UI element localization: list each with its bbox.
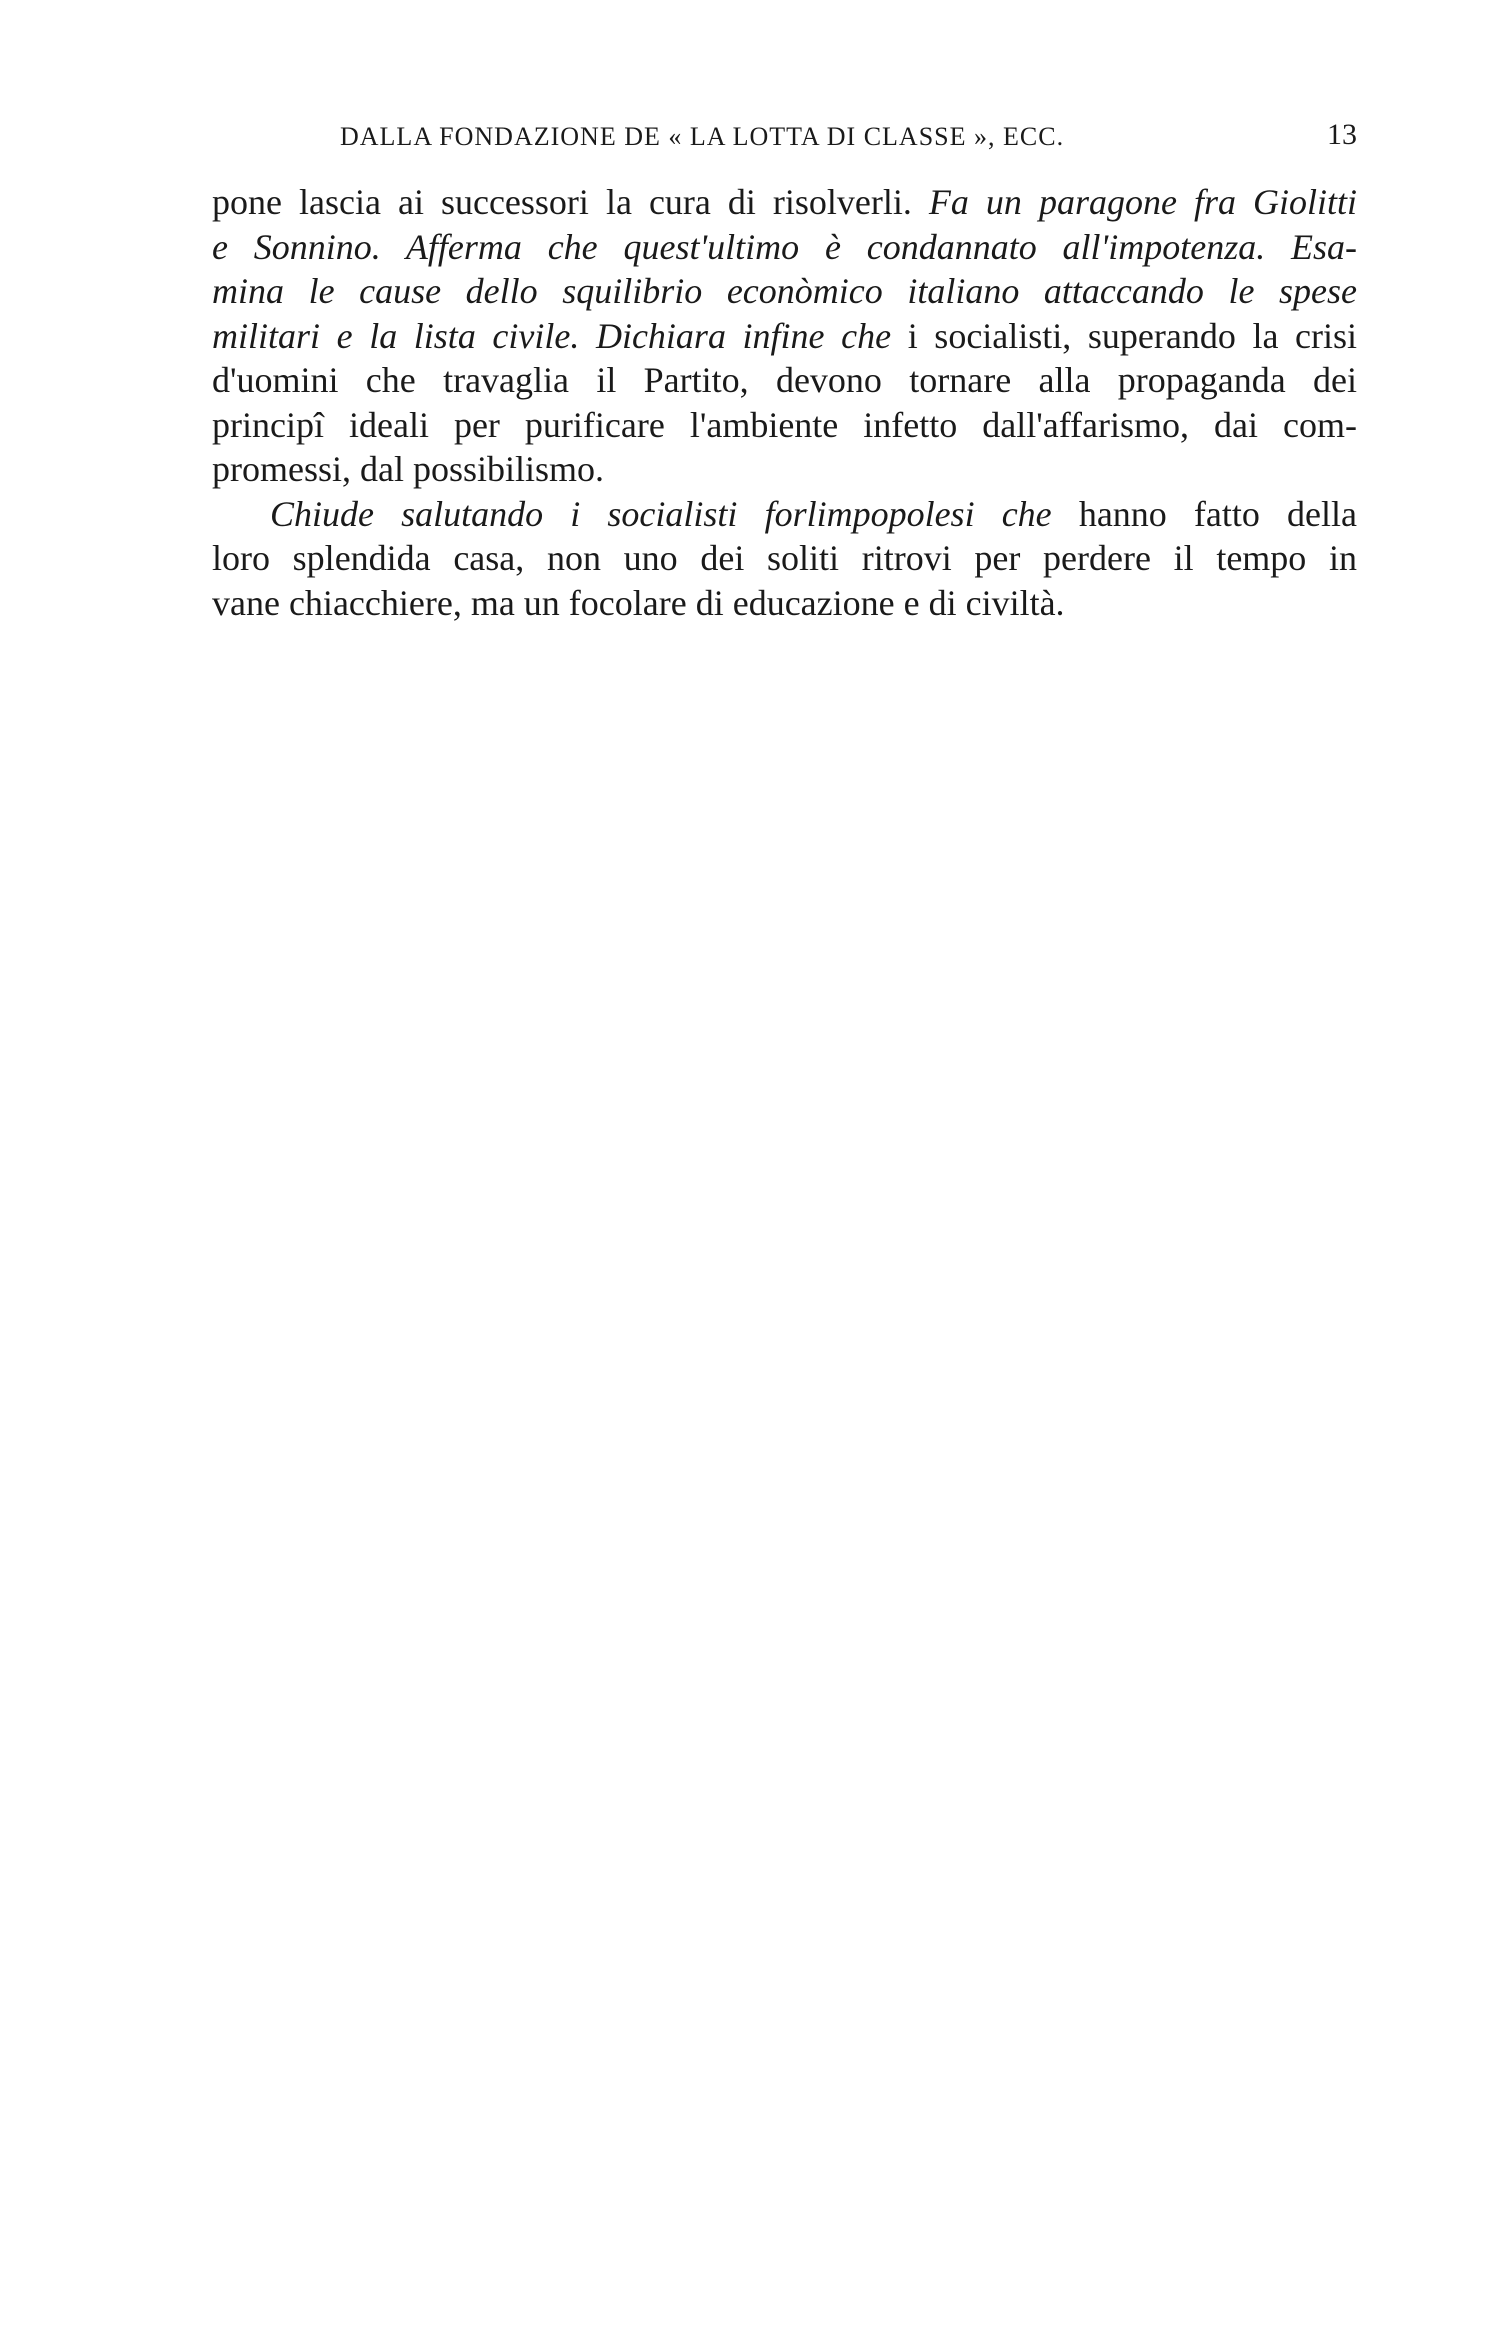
text-line [212, 314, 1357, 359]
paragraph-1 [212, 180, 1357, 492]
text-span: pone lascia ai successori la cura di risolverli. [212, 182, 929, 222]
text-line: d'uomini che travaglia il Partito, devono tornare alla propaganda dei [212, 360, 1357, 400]
text-line: e Sonnino. Afferma che quest'ultimo è condannato all'impotenza. Esa- [212, 226, 1357, 267]
text-line [212, 492, 1357, 537]
text-line: principî ideali per purificare l'ambiente infetto dall'affarismo, dai com- [212, 404, 1357, 445]
text-span: hanno fatto della [1078, 493, 1357, 534]
text-line: loro splendida casa, non uno dei soliti ritrovi per perdere il tempo in [212, 538, 1357, 578]
running-head: DALLA FONDAZIONE DE « LA LOTTA DI CLASSE », ECC. [340, 122, 1065, 151]
paragraph-2 [212, 492, 1357, 626]
text-line [212, 180, 1357, 225]
page-number: 13 [1327, 118, 1357, 151]
italic-span: militari e la lista civile. Dichiara infine che [212, 315, 908, 356]
text-line: vane chiacchiere, ma un focolare di educazione e di civiltà. [212, 582, 1065, 623]
italic-span: Fa un paragone fra Giolitti [928, 182, 1357, 222]
italic-span: Chiude salutando i socialisti forlimpopolesi che [270, 493, 1079, 534]
text-line: promessi, dal possibilismo. [212, 449, 605, 489]
body-text [212, 180, 1357, 625]
text-line: mina le cause dello squilibrio econòmico italiano attaccando le spese [212, 271, 1357, 311]
text-span: i socialisti, superando la crisi [907, 315, 1358, 356]
